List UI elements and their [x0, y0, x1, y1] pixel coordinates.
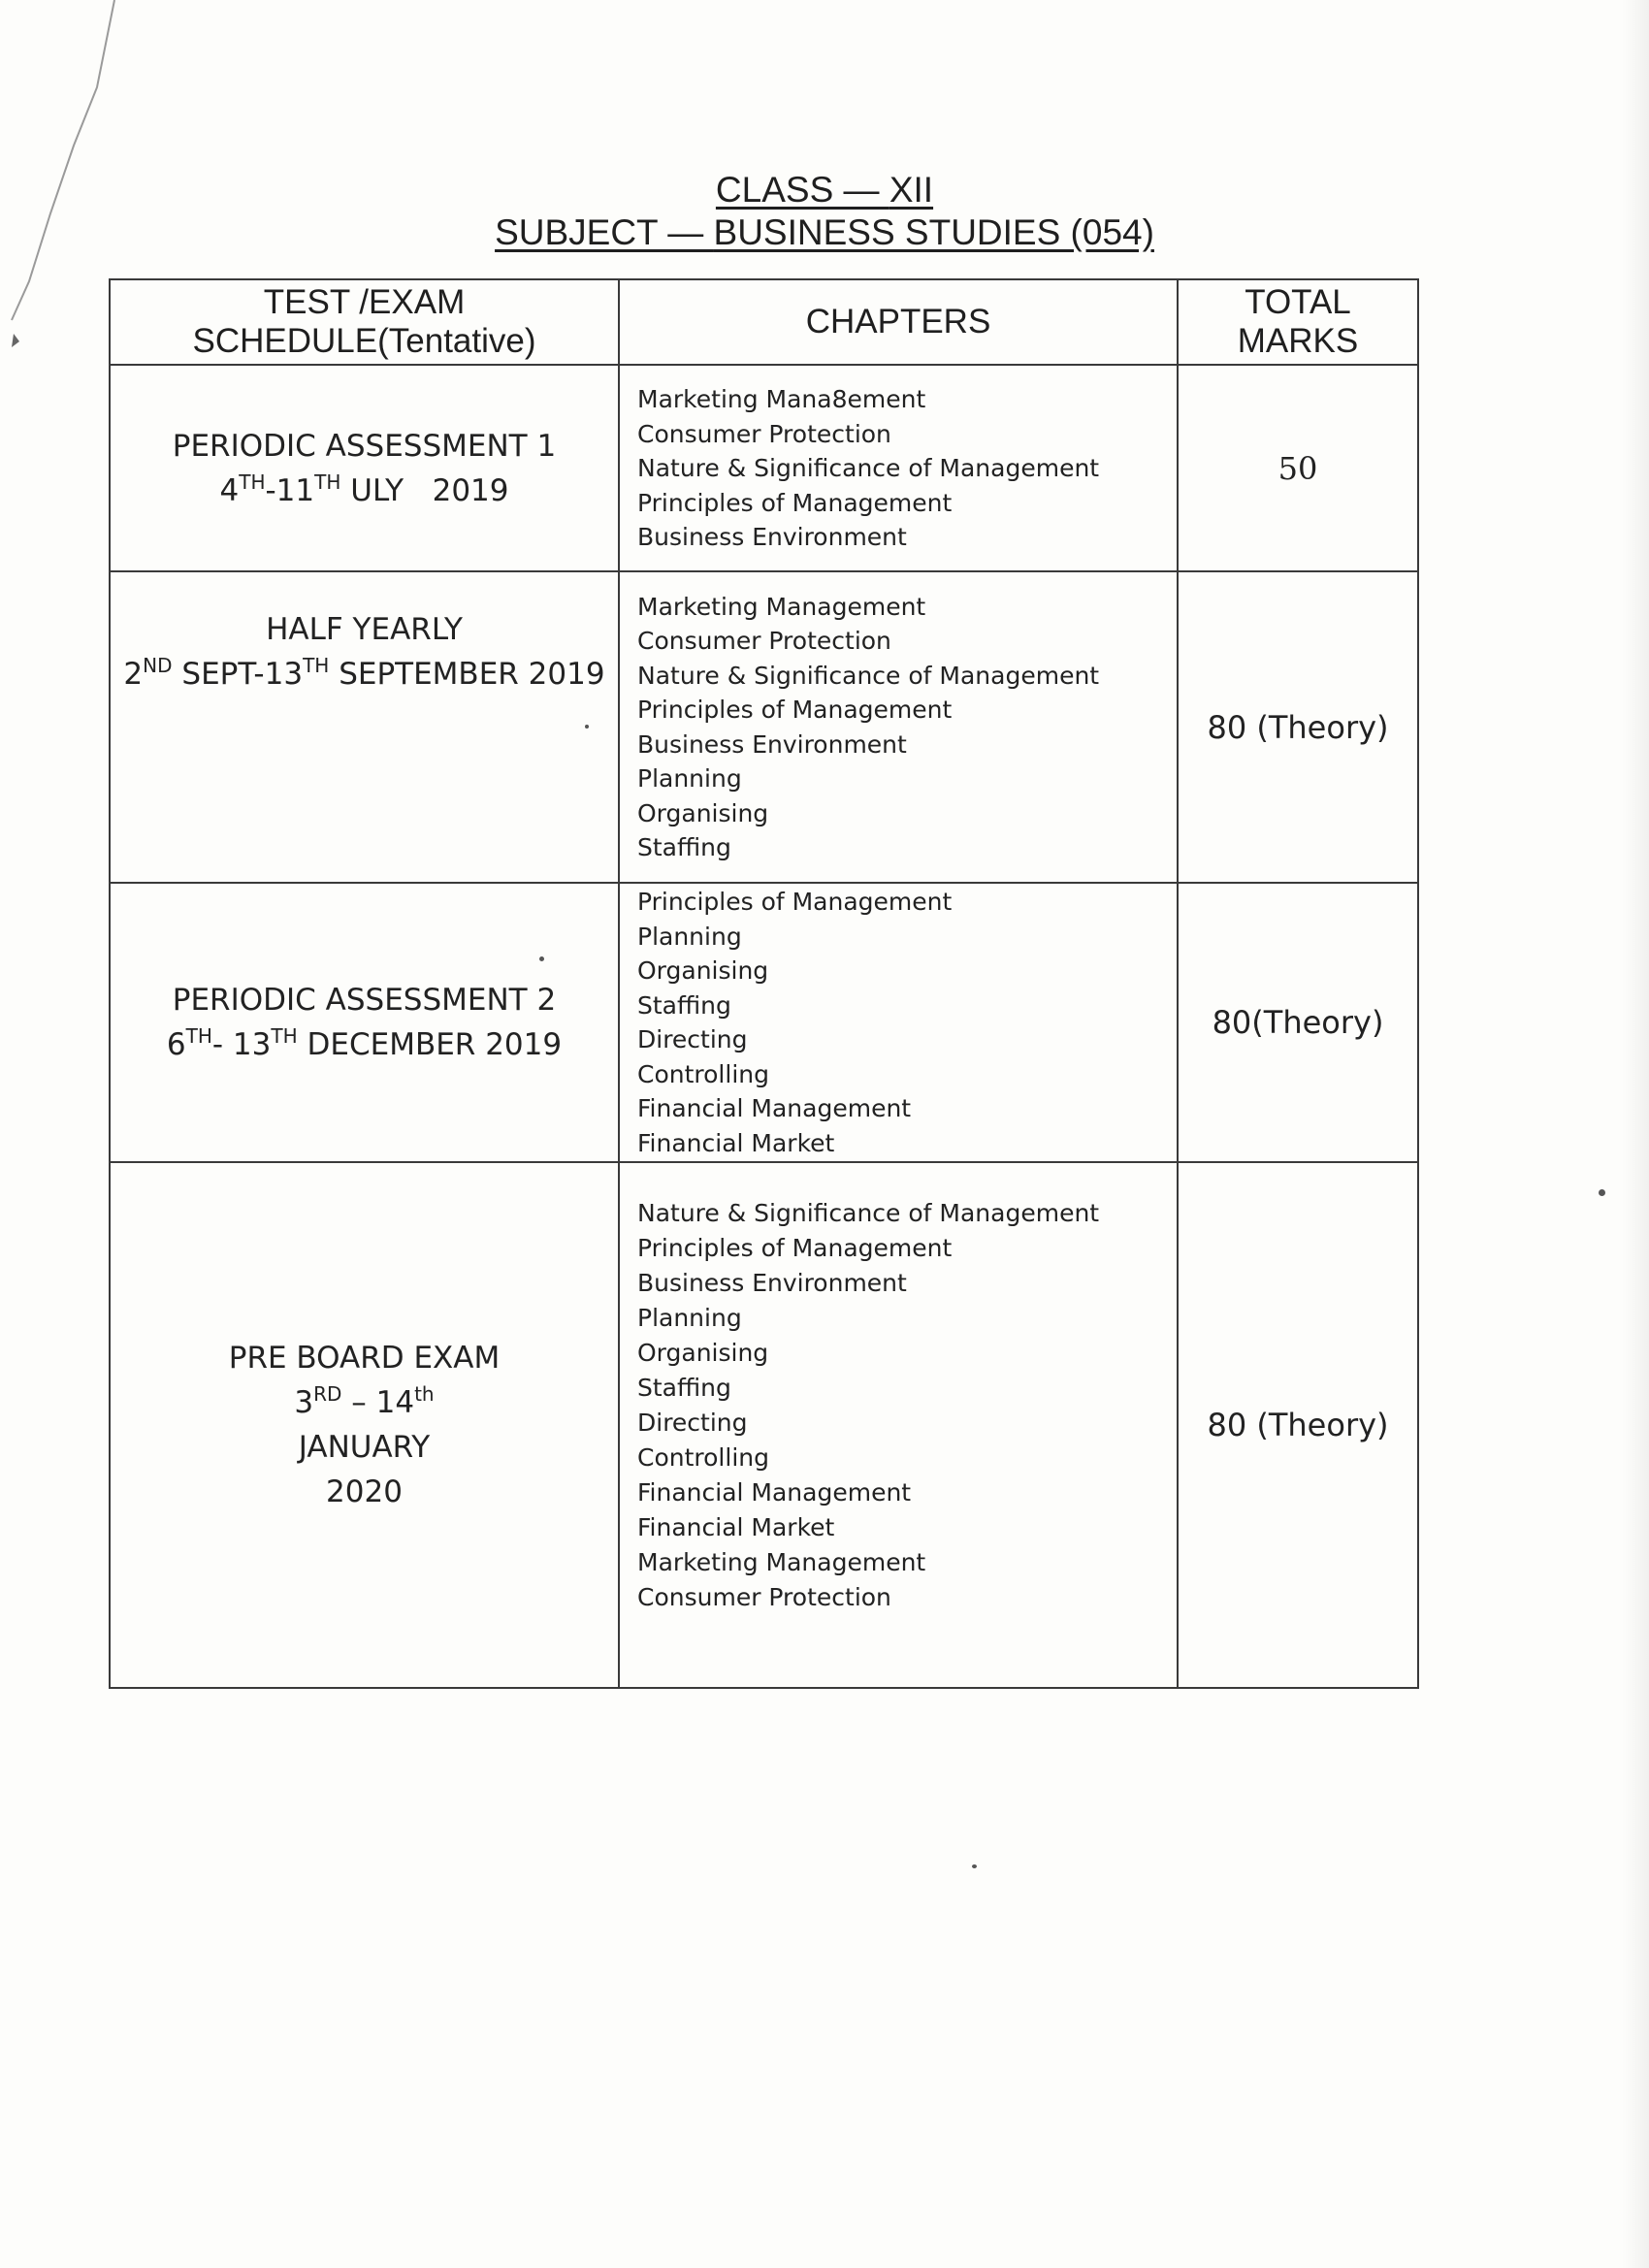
chapter-item: Nature & Significance of Management [637, 1199, 1100, 1228]
chapters-cell [619, 365, 1178, 571]
chapter-item: Consumer Protection [637, 419, 891, 448]
chapter-item: Organising [637, 956, 769, 986]
exam-date [111, 1022, 618, 1067]
table-header-row [110, 279, 1418, 365]
chapter-item: Directing [637, 1409, 748, 1438]
exam-name: PERIODIC ASSESSMENT 2 [172, 983, 557, 1019]
exam-name: PERIODIC ASSESSMENT 1 [172, 428, 557, 464]
header-schedule-line1: TEST /EXAM [263, 283, 466, 322]
header-marks-line1: TOTAL [1245, 283, 1351, 322]
chapter-item: Planning [637, 922, 742, 951]
chapter-item: Financial Market [637, 1513, 835, 1542]
chapter-list [637, 1196, 1177, 1615]
date-day-end: - 13 [211, 1027, 272, 1063]
total-marks-cell: 50 [1178, 365, 1418, 571]
total-marks-cell: 80(Theory) [1178, 883, 1418, 1162]
chapter-item: Business Environment [637, 523, 907, 551]
date-day-start: 3 [294, 1385, 314, 1421]
exam-schedule-table [109, 278, 1419, 1689]
date-suffix-start: RD [313, 1382, 342, 1407]
chapter-item: Marketing Management [637, 1548, 926, 1577]
chapter-item: Nature & Significance of Management [637, 454, 1100, 482]
header-chapters: CHAPTERS [619, 279, 1178, 365]
scan-edge-shadow [1622, 0, 1649, 2268]
date-suffix-end: th [414, 1382, 435, 1407]
chapters-cell [619, 1162, 1178, 1688]
subject-prefix: SUBJECT — [495, 212, 714, 252]
exam-name: PRE BOARD EXAM [228, 1341, 501, 1377]
chapter-item: Staffing [637, 990, 731, 1020]
chapter-item: Financial Market [637, 1128, 835, 1157]
date-suffix-start: ND [143, 654, 173, 678]
date-day-start: 4 [219, 472, 240, 508]
exam-date-year: 2020 [326, 1474, 403, 1510]
exam-schedule-cell [110, 571, 619, 882]
chapter-item: Controlling [637, 1443, 769, 1473]
header-schedule [110, 279, 619, 365]
header-marks-line2: MARKS [1237, 322, 1359, 361]
chapter-item: Organising [637, 798, 769, 827]
total-marks-cell: 80 (Theory) [1178, 1162, 1418, 1688]
chapter-item: Planning [637, 1304, 742, 1333]
class-value: XII [889, 170, 934, 210]
table-row [110, 571, 1418, 882]
chapter-item: Controlling [637, 1059, 769, 1088]
date-day-end: SEPT-13 [172, 657, 304, 693]
scan-speck [585, 725, 589, 729]
chapter-item: Principles of Management [637, 696, 953, 725]
header-total-marks [1178, 279, 1418, 365]
scan-speck [539, 956, 544, 961]
date-suffix-end: TH [303, 654, 330, 678]
table-row [110, 883, 1418, 1162]
chapter-item: Principles of Management [637, 1234, 953, 1263]
chapter-item: Staffing [637, 833, 731, 862]
date-day-end: -11 [265, 472, 315, 508]
exam-date [111, 469, 618, 513]
chapters-cell [619, 883, 1178, 1162]
chapter-item: Consumer Protection [637, 1583, 891, 1612]
exam-date-month: JANUARY [298, 1430, 431, 1466]
scan-speck [1599, 1189, 1605, 1196]
chapter-item: Directing [637, 1025, 748, 1054]
date-month-year: ULY 2019 [340, 472, 509, 508]
table-row [110, 1162, 1418, 1688]
chapter-item: Principles of Management [637, 488, 953, 517]
chapter-item: Staffing [637, 1374, 731, 1403]
chapter-item: Consumer Protection [637, 627, 891, 656]
chapter-list [637, 590, 1177, 865]
exam-date [111, 1380, 618, 1425]
table-row [110, 365, 1418, 571]
subject-value: BUSINESS STUDIES (054) [713, 212, 1154, 252]
chapter-item: Financial Management [637, 1478, 912, 1507]
chapter-item: Financial Management [637, 1094, 912, 1123]
chapters-cell [619, 571, 1178, 882]
subject-heading [0, 211, 1649, 254]
chapter-item: Marketing Mana8ement [637, 385, 926, 413]
chapter-list [637, 382, 1177, 555]
date-month-year: SEPTEMBER 2019 [329, 657, 605, 693]
header-schedule-line2: SCHEDULE(Tentative) [192, 322, 536, 361]
date-day-start: 2 [123, 657, 144, 693]
chapter-list [637, 885, 1177, 1160]
exam-schedule-cell [110, 1162, 619, 1688]
chapter-item: Business Environment [637, 729, 907, 759]
exam-date [111, 652, 618, 697]
exam-schedule-cell [110, 365, 619, 571]
class-prefix: CLASS — [715, 170, 889, 210]
chapter-item: Nature & Significance of Management [637, 661, 1100, 690]
chapter-item: Marketing Management [637, 592, 926, 621]
chapter-item: Organising [637, 1339, 769, 1368]
chapter-item: Planning [637, 764, 742, 794]
date-day-end: – 14 [341, 1385, 415, 1421]
total-marks-cell: 80 (Theory) [1178, 571, 1418, 882]
class-heading [0, 169, 1649, 211]
exam-schedule-cell [110, 883, 619, 1162]
date-day-start: 6 [166, 1027, 186, 1063]
date-suffix-start: TH [185, 1024, 212, 1049]
chapter-item: Principles of Management [637, 888, 953, 917]
scan-speck [972, 1864, 977, 1868]
exam-name: HALF YEARLY [266, 612, 463, 648]
date-suffix-start: TH [239, 470, 266, 494]
date-suffix-end: TH [314, 470, 341, 494]
date-month-year: DECEMBER 2019 [297, 1027, 563, 1063]
date-suffix-end: TH [271, 1024, 298, 1049]
chapter-item: Business Environment [637, 1269, 907, 1298]
